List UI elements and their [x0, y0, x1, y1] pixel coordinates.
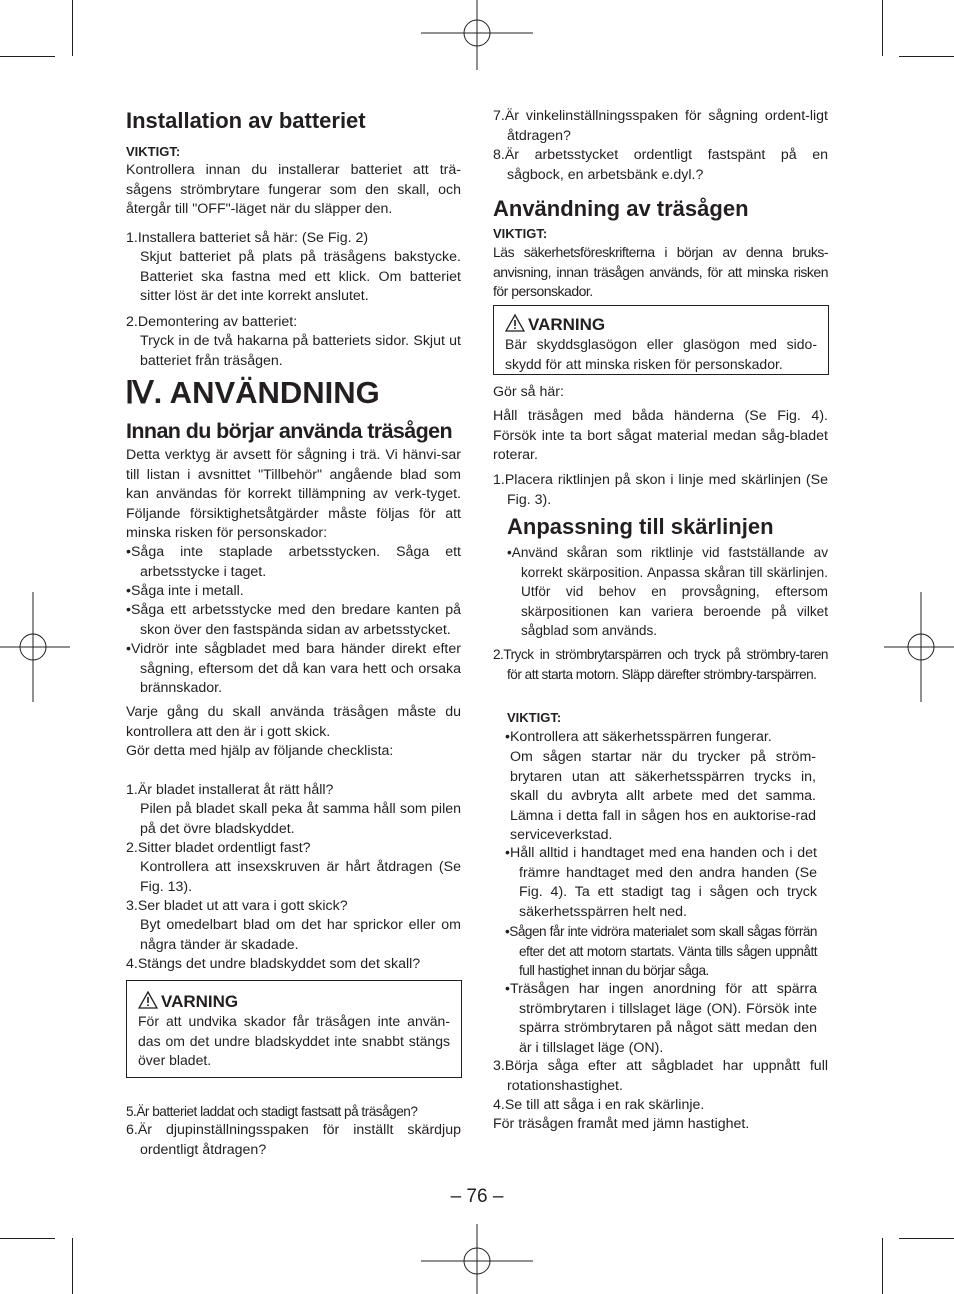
- final-text: För träsågen framåt med jämn hastighet.: [493, 1116, 750, 1132]
- install-step2-title: 2.Demontering av batteriet:: [126, 314, 298, 330]
- install-viktigt-label: VIKTIGT:: [126, 144, 181, 159]
- bullet-3: •Såga ett arbetsstycke med den bredare kanten på skon över den fastspända sidan av arbetsstycket.: [126, 602, 461, 638]
- warning-label-right: VARNING: [528, 315, 606, 334]
- warning-box-right: [493, 305, 829, 375]
- check-2-title: 2.Sitter bladet ordentligt fast?: [126, 840, 311, 856]
- step2-bullet2: •Håll alltid i handtaget med ena handen och i det främre handtaget med den andra handen (Se Fig. 4). Ta ett stadigt tag i sågen och tryck säkerhetsspärren helt ned.: [505, 845, 817, 920]
- warning-text-right: Bär skyddsglasögon eller glasögon med sido-skydd för att minska risken för personskador.: [505, 336, 817, 372]
- check-8-title: 8.Är arbetsstycket ordentligt fastspänt på en sågbock, en arbetsbänk e.dyl.?: [493, 147, 828, 183]
- check-1-text: Pilen på bladet skall peka åt samma håll som pilen på det övre bladskyddet.: [140, 801, 461, 837]
- how-text: Håll träsågen med båda händerna (Se Fig. 4). Försök inte ta bort sågat material medan såg-bladet roterar.: [493, 408, 828, 463]
- bullet-1: •Såga inte staplade arbetsstycken. Såga ett arbetsstycke i taget.: [126, 544, 461, 580]
- step2-bullet1-text: Om sågen startar när du trycker på ström-brytaren utan att säkerhetsspärren trycks in, skall du avbryta allt arbete med det samma. Lämna i detta fall in sågen hos en auktorise-rad serviceverkstad.: [510, 749, 816, 843]
- step-4: 4.Se till att såga i en rak skärlinje.: [493, 1097, 705, 1113]
- warning-label-left: VARNING: [161, 992, 239, 1011]
- check-5-title: 5.Är batteriet laddat och stadigt fastsatt på träsågen?: [126, 1104, 418, 1119]
- install-step2-text: Tryck in de två hakarna på batteriets sidor. Skjut ut batteriet från träsågen.: [140, 333, 461, 369]
- align-bullet: •Använd skåran som riktlinje vid fastställande av korrekt skärposition. Anpassa skåran till skärlinjen. Utför vid behov en provsågning, eftersom skärpositionen kan variera beroende på vilket sågblad som används.: [507, 545, 828, 638]
- check-2-text: Kontrollera att insexskruven är hårt åtdragen (Se Fig. 13).: [140, 859, 461, 895]
- step2-bullet1-title: •Kontrollera att säkerhetsspärren fungerar.: [505, 729, 772, 745]
- warning-triangle-icon: [138, 991, 158, 1009]
- install-title: Installation av batteriet: [126, 108, 366, 133]
- warning-text-left: För att undvika skador får träsågen inte använ-das om det undre bladskyddet inte snabbt stängs över bladet.: [138, 1013, 450, 1068]
- before-text: Detta verktyg är avsett för sågning i trä. Vi hänvi-sar till listan i avsnittet "Tillbehör" angående blad som kan användas för korrekt tillämpning av verk-tyget. Följande försiktighetsåtgärder måste följas för att minska risken för personskador:: [126, 447, 461, 541]
- bullet-4: •Vidrör inte sågbladet med bara händer direkt efter sågning, eftersom det då kan vara hett och orsaka brännskador.: [126, 641, 461, 696]
- check-6-title: 6.Är djupinställningsspaken för inställt skärdjup ordentligt åtdragen?: [126, 1122, 461, 1158]
- check-intro-2: Gör detta med hjälp av följande checklista:: [126, 743, 394, 759]
- bullet-2: •Såga inte i metall.: [126, 583, 244, 599]
- check-intro-1: Varje gång du skall använda träsågen måste du kontrollera att den är i gott skick.: [126, 704, 461, 740]
- align-title: Anpassning till skärlinjen: [507, 514, 774, 539]
- step2-bullet3: •Sågen får inte vidröra materialet som skall sågas förrän efter det att motorn startats. Vänta tills sågen uppnått full hastighet innan du börjar såga.: [505, 924, 817, 978]
- check-3-title: 3.Ser bladet ut att vara i gott skick?: [126, 898, 348, 914]
- section-title: Ⅳ. ANVÄNDNING: [125, 375, 380, 410]
- how-label: Gör så här:: [493, 384, 564, 400]
- step2-viktigt-label: VIKTIGT:: [507, 710, 562, 725]
- check-7-title: 7.Är vinkelinställningsspaken för sågning ordent-ligt åtdragen?: [493, 108, 828, 144]
- check-4-title: 4.Stängs det undre bladskyddet som det skall?: [126, 956, 421, 972]
- before-title: Innan du börjar använda träsågen: [126, 419, 453, 443]
- step-2: 2.Tryck in strömbrytarspärren och tryck på strömbry-taren för att starta motorn. Släpp därefter strömbry-tarspärren.: [493, 647, 828, 682]
- check-3-text: Byt omedelbart blad om det har sprickor eller om några tänder är skadade.: [140, 917, 461, 953]
- install-step1-text: Skjut batteriet på plats på träsågens bakstycke. Batteriet ska fastna med ett klick. Om batteriet sitter löst är det inte korrekt anslutet.: [140, 249, 461, 304]
- use-viktigt-label: VIKTIGT:: [493, 226, 548, 241]
- step-1: 1.Placera riktlinjen på skon i linje med skärlinjen (Se Fig. 3).: [493, 472, 828, 508]
- warning-box-left: [126, 980, 462, 1078]
- install-viktigt-text: Kontrollera innan du installerar batteriet att trä-sågens strömbrytare fungerar som den skall, och återgår till "OFF"-läget när du släpper den.: [126, 162, 461, 217]
- use-viktigt-text: Läs säkerhetsföreskrifterna i början av denna bruks-anvisning, innan träsågen används, för att minska risken för personskador.: [493, 244, 828, 299]
- check-1-title: 1.Är bladet installerat åt rätt håll?: [126, 782, 334, 798]
- step2-bullet4: •Träsågen har ingen anordning för att spärra strömbrytaren i tillslaget läge (ON). Försök inte spärra strömbrytaren på något sätt medan den är i tillslaget läge (ON).: [505, 981, 817, 1056]
- warning-triangle-icon: [505, 314, 525, 332]
- step-3: 3.Börja såga efter att sågbladet har uppnått full rotationshastighet.: [493, 1058, 828, 1094]
- use-title: Användning av träsågen: [493, 196, 749, 221]
- page-number: – 76 –: [450, 1186, 504, 1207]
- install-step1-title: 1.Installera batteriet så här: (Se Fig. 2): [126, 230, 369, 246]
